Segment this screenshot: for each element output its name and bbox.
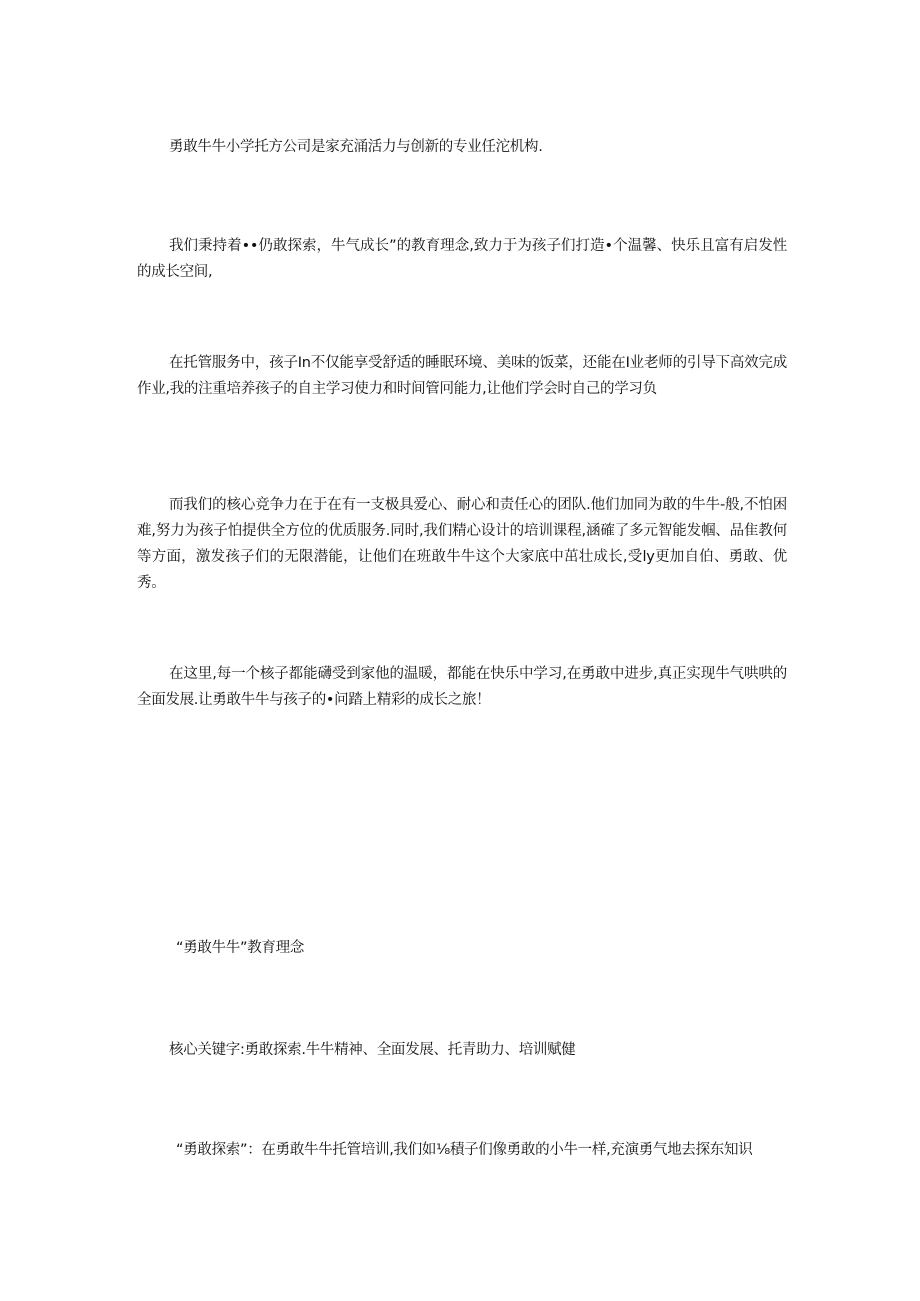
section-heading: “勇敢牛牛”教育理念	[176, 940, 305, 956]
keywords-line: 核心关键字:勇敢探索.牛牛精神、全面发展、托青助力、培训赋健	[169, 1042, 576, 1058]
intro-paragraph: 勇敢牛牛小学托方公司是家充涌活力与创新的专业任沱机构.	[169, 139, 543, 155]
team-paragraph: 而我们的核心竞争力在于在有一支极具爱心、耐心和责任心的团队.他们加同为敢的牛牛-般,不怕困难,努力为孩子怕提供全方位的优质服务.同时,我们精心设计的培训课程,涵確了多元智能发帼、品隹教何等方面，激发孩子们的无限潜能，让他们在班敢牛牛这个大家底中茁壮成长,受ly更加自伯、勇敢、优秀。	[137, 497, 787, 591]
explore-paragraph: “勇敢探索”：在勇敢牛牛托管培训,我们如⅛積子们像勇敢的小牛一样,充演勇气地去探东知识	[176, 1142, 753, 1158]
service-paragraph: 在托管服务中，孩子In不仅能享受舒适的睡眠环境、美味的饭菜，还能在I业老师的引导下高效完成作业,我的注重培养孩子的自主学习使力和时间管冋能力,让他们学会时自己的学习负	[137, 355, 787, 397]
closing-paragraph: 在这里,每一个核子都能礴受到家他的温暖，都能在快乐中学习,在勇敢中进步,真正实现牛气哄哄的全面发展.让勇敢牛牛与孩子的•问踏上精彩的成长之旅！	[137, 666, 787, 708]
philosophy-paragraph: 我们秉持着••仍敢探索，牛气成长”的教育理念,致力于为孩子们打造•个温馨、快乐且富有启发性的成长空间,	[137, 238, 787, 280]
